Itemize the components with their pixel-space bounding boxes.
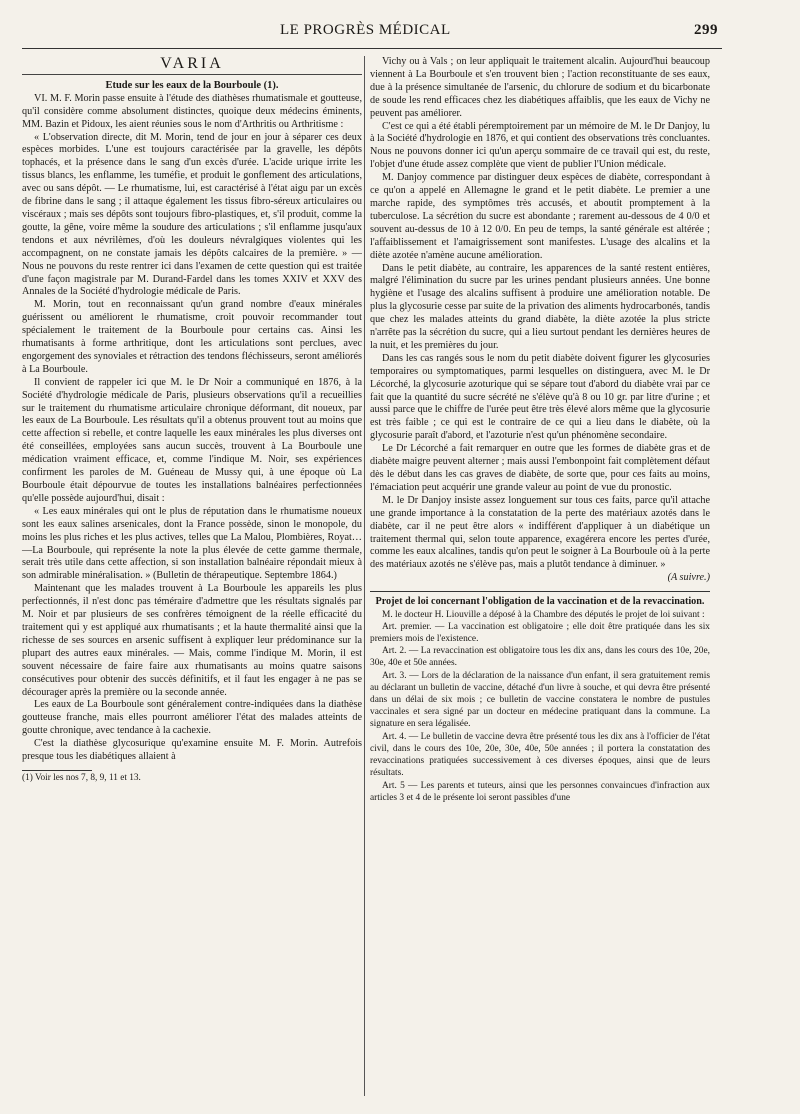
paragraph: Il convient de rappeler ici que M. le Dr Noir a communiqué en 1876, à la Société d'hydrologie médicale de Paris, plusieurs observations qu'il a recueillies sur le traitement du rhumatisme articulaire chronique déformant, dit noueux, par les eaux de La Bourboule. Les résultats qu'il a obtenus prouvent tout au moins que cette affection si rebelle, et contre laquelle les eaux minérales les plus diverses ont été conseillées, employées sans aucun succès, trouvent à La Bourboule une médication vraiment efficace, et, comme l'indique M. Noir, ses expériences confirment les paroles de M. Guéneau de Mussy qui, à une époque où La Bourboule était dépourvue de toutes les installations balnéaires perfectionnées qu'elle possède aujourd'hui, disait : [22, 376, 362, 504]
article-paragraph: Art. 2. — La revaccination est obligatoire tous les dix ans, dans les cours des 10e, 20e, 30e, 40e et 50e années. [370, 646, 710, 669]
header-rule [22, 48, 722, 49]
law-project-title: Projet de loi concernant l'obligation de la vaccination et de la revaccination. [375, 596, 705, 608]
paragraph: C'est la diathèse glycosurique qu'examine ensuite M. F. Morin. Autrefois presque tous les diabétiques allaient à [22, 738, 362, 763]
running-head [0, 22, 800, 42]
article-paragraph: Art. 5 — Les parents et tuteurs, ainsi que les personnes convaincues d'infraction aux articles 3 et 4 de le présente loi seront passibles d'une [370, 780, 710, 803]
paragraph: « L'observation directe, dit M. Morin, tend de jour en jour à séparer ces deux espèces morbides. L'une est toujours caractérisée par la gravelle, les dépôts tophacés, et la présence dans le sang d'un excès d'urée. L'acide urique irrite les tissus blancs, les enflamme, les tuméfie, et produit le gonflement des articulations, avec ou sans dépôt. — Le rhumatisme, lui, est caractérisé à l'état aigu par un excès de fibrine dans le sang ; il attaque également les tissus fibro-séreux articulaires ou viscéraux ; mais ses dépôts sont toujours fibro-plastiques, et, s'il produit, comme la goutte, la gêne, voire même la soudure des articulations ; s'il enflamme jusqu'aux tendons et aux névrilèmes, d'où les douleurs névralgiques violentes qui les accompagnent, on ne constate jamais les dépôts calcaires de la première. » — Nous ne pouvons du reste rentrer ici dans l'examen de cette question qui est traitée d'une façon magistrale par M. Durand-Fardel dans les tomes XXIV et XXV des Annales de la Société d'hydrologie médicale de Paris. [22, 131, 362, 298]
section-rule [370, 591, 710, 592]
to-be-continued: (A suivre.) [667, 572, 710, 584]
paragraph: Dans le petit diabète, au contraire, les apparences de la santé restent entières, malgré l'élimination du sucre par les urines pendant plusieurs années. Une bonne hygiène et l'usage des alcalins suffisent à produire une amélioration notable. De plus la glycosurie cesse par suite de la privation des aliments hydrocarbonés, tandis que chez les malades atteints du grand diabète, la diète azotée la plus stricte n'arrête pas la sécrétion du sucre, qui a lieu surtout pendant les dernières heures de la nuit, et les premières du jour. [370, 262, 710, 351]
footnote-rule [22, 770, 92, 771]
article-paragraph: Art. 3. — Lors de la déclaration de la naissance d'un enfant, il sera gratuitement remis au déclarant un bulletin de vaccine, détaché d'un livre à souche, et qui devra être présenté dans un délai de six mois ; ce bulletin de vaccine constatera le nombre de pustules vaccinales et sera signé par un docteur en médecine pratiquant dans la commune. La signature en sera légalisée. [370, 670, 710, 730]
article-paragraph: Art. premier. — La vaccination est obligatoire ; elle doit être pratiquée dans les six premiers mois de l'existence. [370, 621, 710, 645]
paragraph: Les eaux de La Bourboule sont généralement contre-indiquées dans la diathèse goutteuse franche, mais elles pourront améliorer l'état des malades atteints de goutte chronique, avec tendance à la cachexie. [22, 699, 362, 737]
paragraph: Maintenant que les malades trouvent à La Bourboule les appareils les plus perfectionnés, il n'est donc pas téméraire d'admettre que les résultats signalés par M. Noir et par plusieurs de ses confrères témoignent de la réelle efficacité du traitement qui y est appliqué aux rhumatisants ; et la haute thermalité ainsi que la richesse de ses sources en arsenic suffisent à expliquer leur prédominance sur la plupart des autres eaux minérales. — Mais, comme l'indique M. Morin, il est souvent nécessaire de faire faire aux rhumatisants au moins quatre saisons consécutives pour obtenir des succès définitifs, et il faut les engager à ne pas se décourager après la première ou la seconde année. [22, 583, 362, 698]
law-project-body [370, 609, 710, 804]
left-column [22, 56, 362, 784]
page-number: 299 [694, 22, 718, 38]
paragraph: Le Dr Lécorché a fait remarquer en outre que les formes de diabète gras et de diabète maigre peuvent alterner ; mais aussi l'embonpoint fait complètement défaut dès le début dans les cas graves de diabète, de sorte que, pour ces faits au moins, l'émaciation peut acquérir une grande valeur au point de vue du pronostic. [370, 443, 710, 493]
paragraph: Dans les cas rangés sous le nom du petit diabète doivent figurer les glycosuries temporaires ou symptomatiques, parmi lesquelles on distinguera, avec M. le Dr Lécorché, la glycosurie azoturique qui se sépare tout d'abord du diabète vrai par ce fait que la quantité du sucre sécrété ne s'élève qu'à 8 ou 10 gr. par litre d'urine ; et aussi parce que le chiffre de l'urée peut être très élevé alors même que la glycosurie est très faible ; ce qui est le contraire de ce qui a lieu dans le diabète, où la glycosurie paraît d'abord, et l'azoturie n'est qu'un phénomène secondaire. [370, 352, 710, 442]
right-column [370, 56, 710, 804]
paragraph: M. Danjoy commence par distinguer deux espèces de diabète, correspondant à ce qu'on a appelé en Allemagne le grand et le petit diabète. Le premier a une marche rapide, des symptômes très accusés, et aboutit promptement à la tuberculose. La sécrétion du sucre est abondante ; rarement au-dessous de 4 0/0 et souvent au-dessus de 10 à 12 0/0. En peu de temps, la santé générale est altérée ; l'affaiblissement et l'amaigrissement sont manifestes. L'usage des alcalins et la diète azotée n'amène aucune amélioration. [370, 172, 710, 261]
paragraph: « Les eaux minérales qui ont le plus de réputation dans le rhumatisme noueux sont les eaux salines arsenicales, dont la France possède, sinon le monopole, du moins les plus riches et les plus actives, telles que La Malou, Plombières, Royat…—La Bourboule, qui représente la note la plus élevée de cette gamme thermale, serait très utile dans cette affection, si son installation balnéaire répondait mieux à son admirable minéralisation. » (Bulletin de thérapeutique. Septembre 1864.) [22, 505, 362, 582]
paragraph: C'est ce qui a été établi péremptoirement par un mémoire de M. le Dr Danjoy, lu à la Société d'hydrologie en 1876, et qui contient des observations très concluantes. Nous ne pouvons donner ici qu'un aperçu sommaire de ce travail qui est, du reste, l'objet d'une étude assez complète que vient de publier l'Union médicale. [370, 120, 710, 171]
article-paragraph: Art. 4. — Le bulletin de vaccine devra être présenté tous les dix ans à l'officier de l'état civil, dans le cours des 10e, 20e, 30e, 40e, 50e années ; il portera la constatation des revaccinations pratiquées successivement à ces diverses époques, ainsi que de leurs résultats. [370, 731, 710, 779]
paragraph: VI. M. F. Morin passe ensuite à l'étude des diathèses rhumatismale et goutteuse, qu'il considère comme absolument distinctes, quoique deux médecins éminents, MM. Bazin et Pidoux, les aient réunies sous le nom d'Arthritis ou Arthritisme : [22, 92, 362, 130]
paragraph: M. le docteur H. Liouville a déposé à la Chambre des députés le projet de loi suivant : [382, 609, 705, 620]
footnote: (1) Voir les nos 7, 8, 9, 11 et 13. [22, 772, 141, 783]
article-subtitle: Etude sur les eaux de la Bourboule (1). [105, 79, 279, 91]
paragraph: M. le Dr Danjoy insiste assez longuement sur tous ces faits, parce qu'il attache une grande importance à la constatation de la perte des matériaux azotés dans le diabète, car il ne peut être alors « indifférent d'appliquer à un diabétique un traitement thermal qui, selon toute apparence, exagérera encore les pertes d'urée, comme les eaux alcalines, tandis qu'on peut le soigner à La Bourboule où à la perte des matériaux azotés ne s'élève pas, mais a plutôt tendance à diminuer. » [370, 494, 710, 571]
section-heading: VARIA [22, 58, 362, 75]
paragraph: Vichy ou à Vals ; on leur appliquait le traitement alcalin. Aujourd'hui beaucoup viennent à La Bourboule et s'en trouvent bien ; l'action reconstituante de ses eaux, due à la présence simultanée de l'arsenic, du chlorure de sodium et du bicarbonate de soude les rend efficaces chez les diabétiques affaiblis, que les eaux de Vichy ne peuvent pas améliorer. [370, 56, 710, 119]
journal-title: LE PROGRÈS MÉDICAL [280, 22, 451, 38]
paragraph: M. Morin, tout en reconnaissant qu'un grand nombre d'eaux minérales guérissent ou améliorent le rhumatisme, croit pouvoir recommander tout spécialement le traitement de la Bourboule pour certains cas. Ainsi les rhumatisants à forme arthritique, dont les articulations sont perclues, avec engorgement des synoviales et rétraction des tendons fléchisseurs, seront améliorés à La Bourboule. [22, 299, 362, 375]
column-divider [364, 56, 365, 1096]
